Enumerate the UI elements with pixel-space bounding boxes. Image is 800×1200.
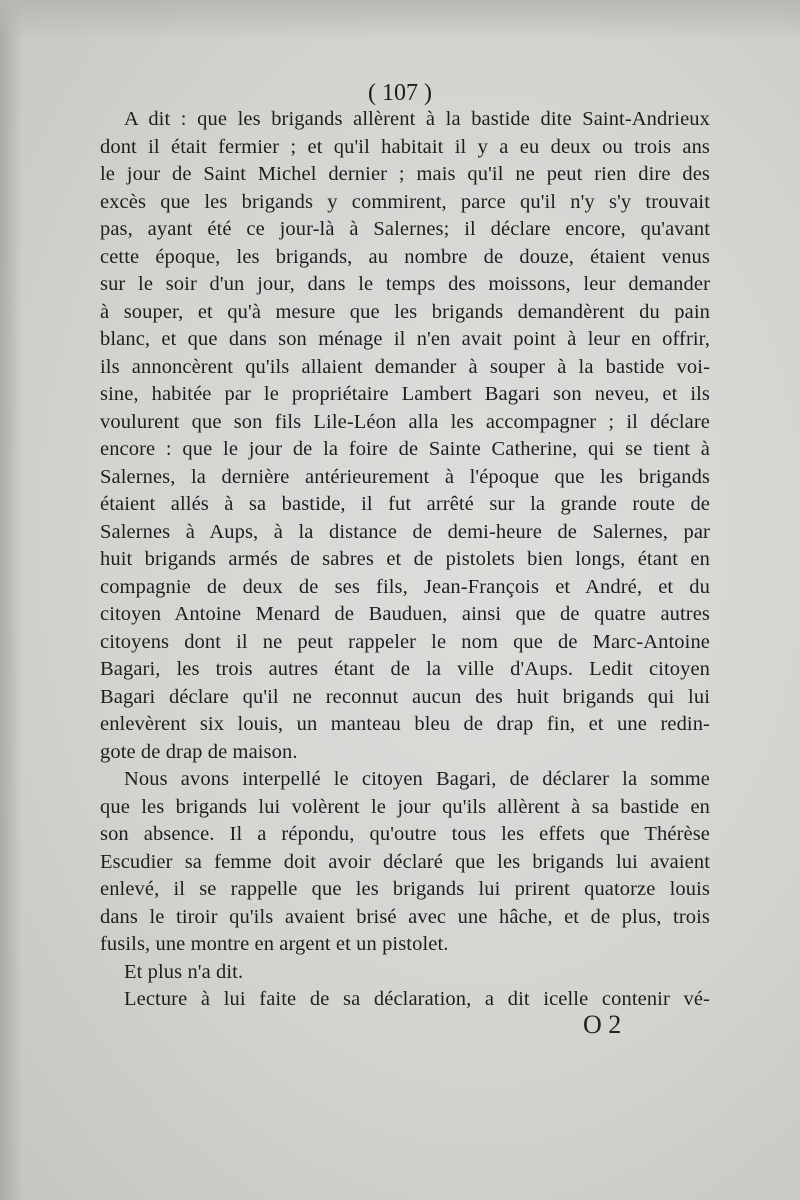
text-line: blanc, et que dans son ménage il n'en avait point à leur en offrir, <box>100 328 710 350</box>
text-line: dans le tiroir qu'ils avaient brisé avec une hâche, et de plus, trois <box>100 905 710 928</box>
text-line: que les brigands lui volèrent le jour qu'ils allèrent à sa bastide en <box>100 795 710 818</box>
text-line: enlevèrent six louis, un manteau bleu de drap fin, et une redin- <box>100 713 710 735</box>
text-line: le jour de Saint Michel dernier ; mais qu'il ne peut rien dire des <box>100 163 710 185</box>
text-line: cette époque, les brigands, au nombre de douze, étaient venus <box>100 245 710 268</box>
text-line: Nous avons interpellé le citoyen Bagari, de déclarer la somme <box>124 768 710 790</box>
body-text <box>100 106 710 1014</box>
text-line: voulurent que son fils Lile-Léon alla les accompagner ; il déclare <box>100 410 710 433</box>
text-line: enlevé, il se rappelle que les brigands lui prirent quatorze louis <box>100 878 710 900</box>
text-line: Salernes, la dernière antérieurement à l'époque que les brigands <box>100 465 710 488</box>
text-line: A dit : que les brigands allèrent à la bastide dite Saint-Andrieux <box>124 108 710 130</box>
signature-mark: O 2 <box>583 1010 622 1039</box>
text-line: étaient allés à sa bastide, il fut arrêté sur la grande route de <box>100 493 710 515</box>
page-top-shadow <box>0 0 800 40</box>
text-line: citoyens dont il ne peut rappeler le nom que de Marc-Antoine <box>100 630 710 653</box>
text-line: ils annoncèrent qu'ils allaient demander à souper à la bastide voi- <box>100 355 710 378</box>
text-line: Et plus n'a dit. <box>124 960 244 983</box>
text-line: son absence. Il a répondu, qu'outre tous les effets que Thérèse <box>100 823 710 845</box>
text-line: à souper, et qu'à mesure que les brigands demandèrent du pain <box>100 300 710 323</box>
text-line: Bagari, les trois autres étant de la ville d'Aups. Ledit citoyen <box>100 658 710 680</box>
text-line: Bagari déclare qu'il ne reconnut aucun des huit brigands qui lui <box>100 685 710 708</box>
text-line: huit brigands armés de sabres et de pistolets bien longs, étant en <box>100 548 710 570</box>
text-line: Salernes à Aups, à la distance de demi-heure de Salernes, par <box>100 520 710 543</box>
text-line: sur le soir d'un jour, dans le temps des moissons, leur demander <box>100 273 710 295</box>
text-line: citoyen Antoine Menard de Bauduen, ainsi que de quatre autres <box>100 603 710 625</box>
text-line: fusils, une montre en argent et un pistolet. <box>100 933 449 955</box>
text-line: Lecture à lui faite de sa déclaration, a dit icelle contenir vé- <box>124 988 710 1010</box>
text-line: pas, ayant été ce jour-là à Salernes; il déclare encore, qu'avant <box>100 218 710 240</box>
text-line: excès que les brigands y commirent, parce qu'il n'y s'y trouvait <box>100 190 710 213</box>
page-edge-shadow <box>0 0 22 1200</box>
text-line: compagnie de deux de ses fils, Jean-François et André, et du <box>100 575 710 598</box>
text-line: encore : que le jour de la foire de Sainte Catherine, qui se tient à <box>100 438 710 460</box>
text-line: sine, habitée par le propriétaire Lambert Bagari son neveu, et ils <box>100 383 710 405</box>
text-line: Escudier sa femme doit avoir déclaré que les brigands lui avaient <box>100 850 710 873</box>
page-number: ( 107 ) <box>368 80 432 106</box>
text-line: dont il était fermier ; et qu'il habitait il y a eu deux ou trois ans <box>100 135 710 158</box>
text-line: gote de drap de maison. <box>100 740 298 763</box>
